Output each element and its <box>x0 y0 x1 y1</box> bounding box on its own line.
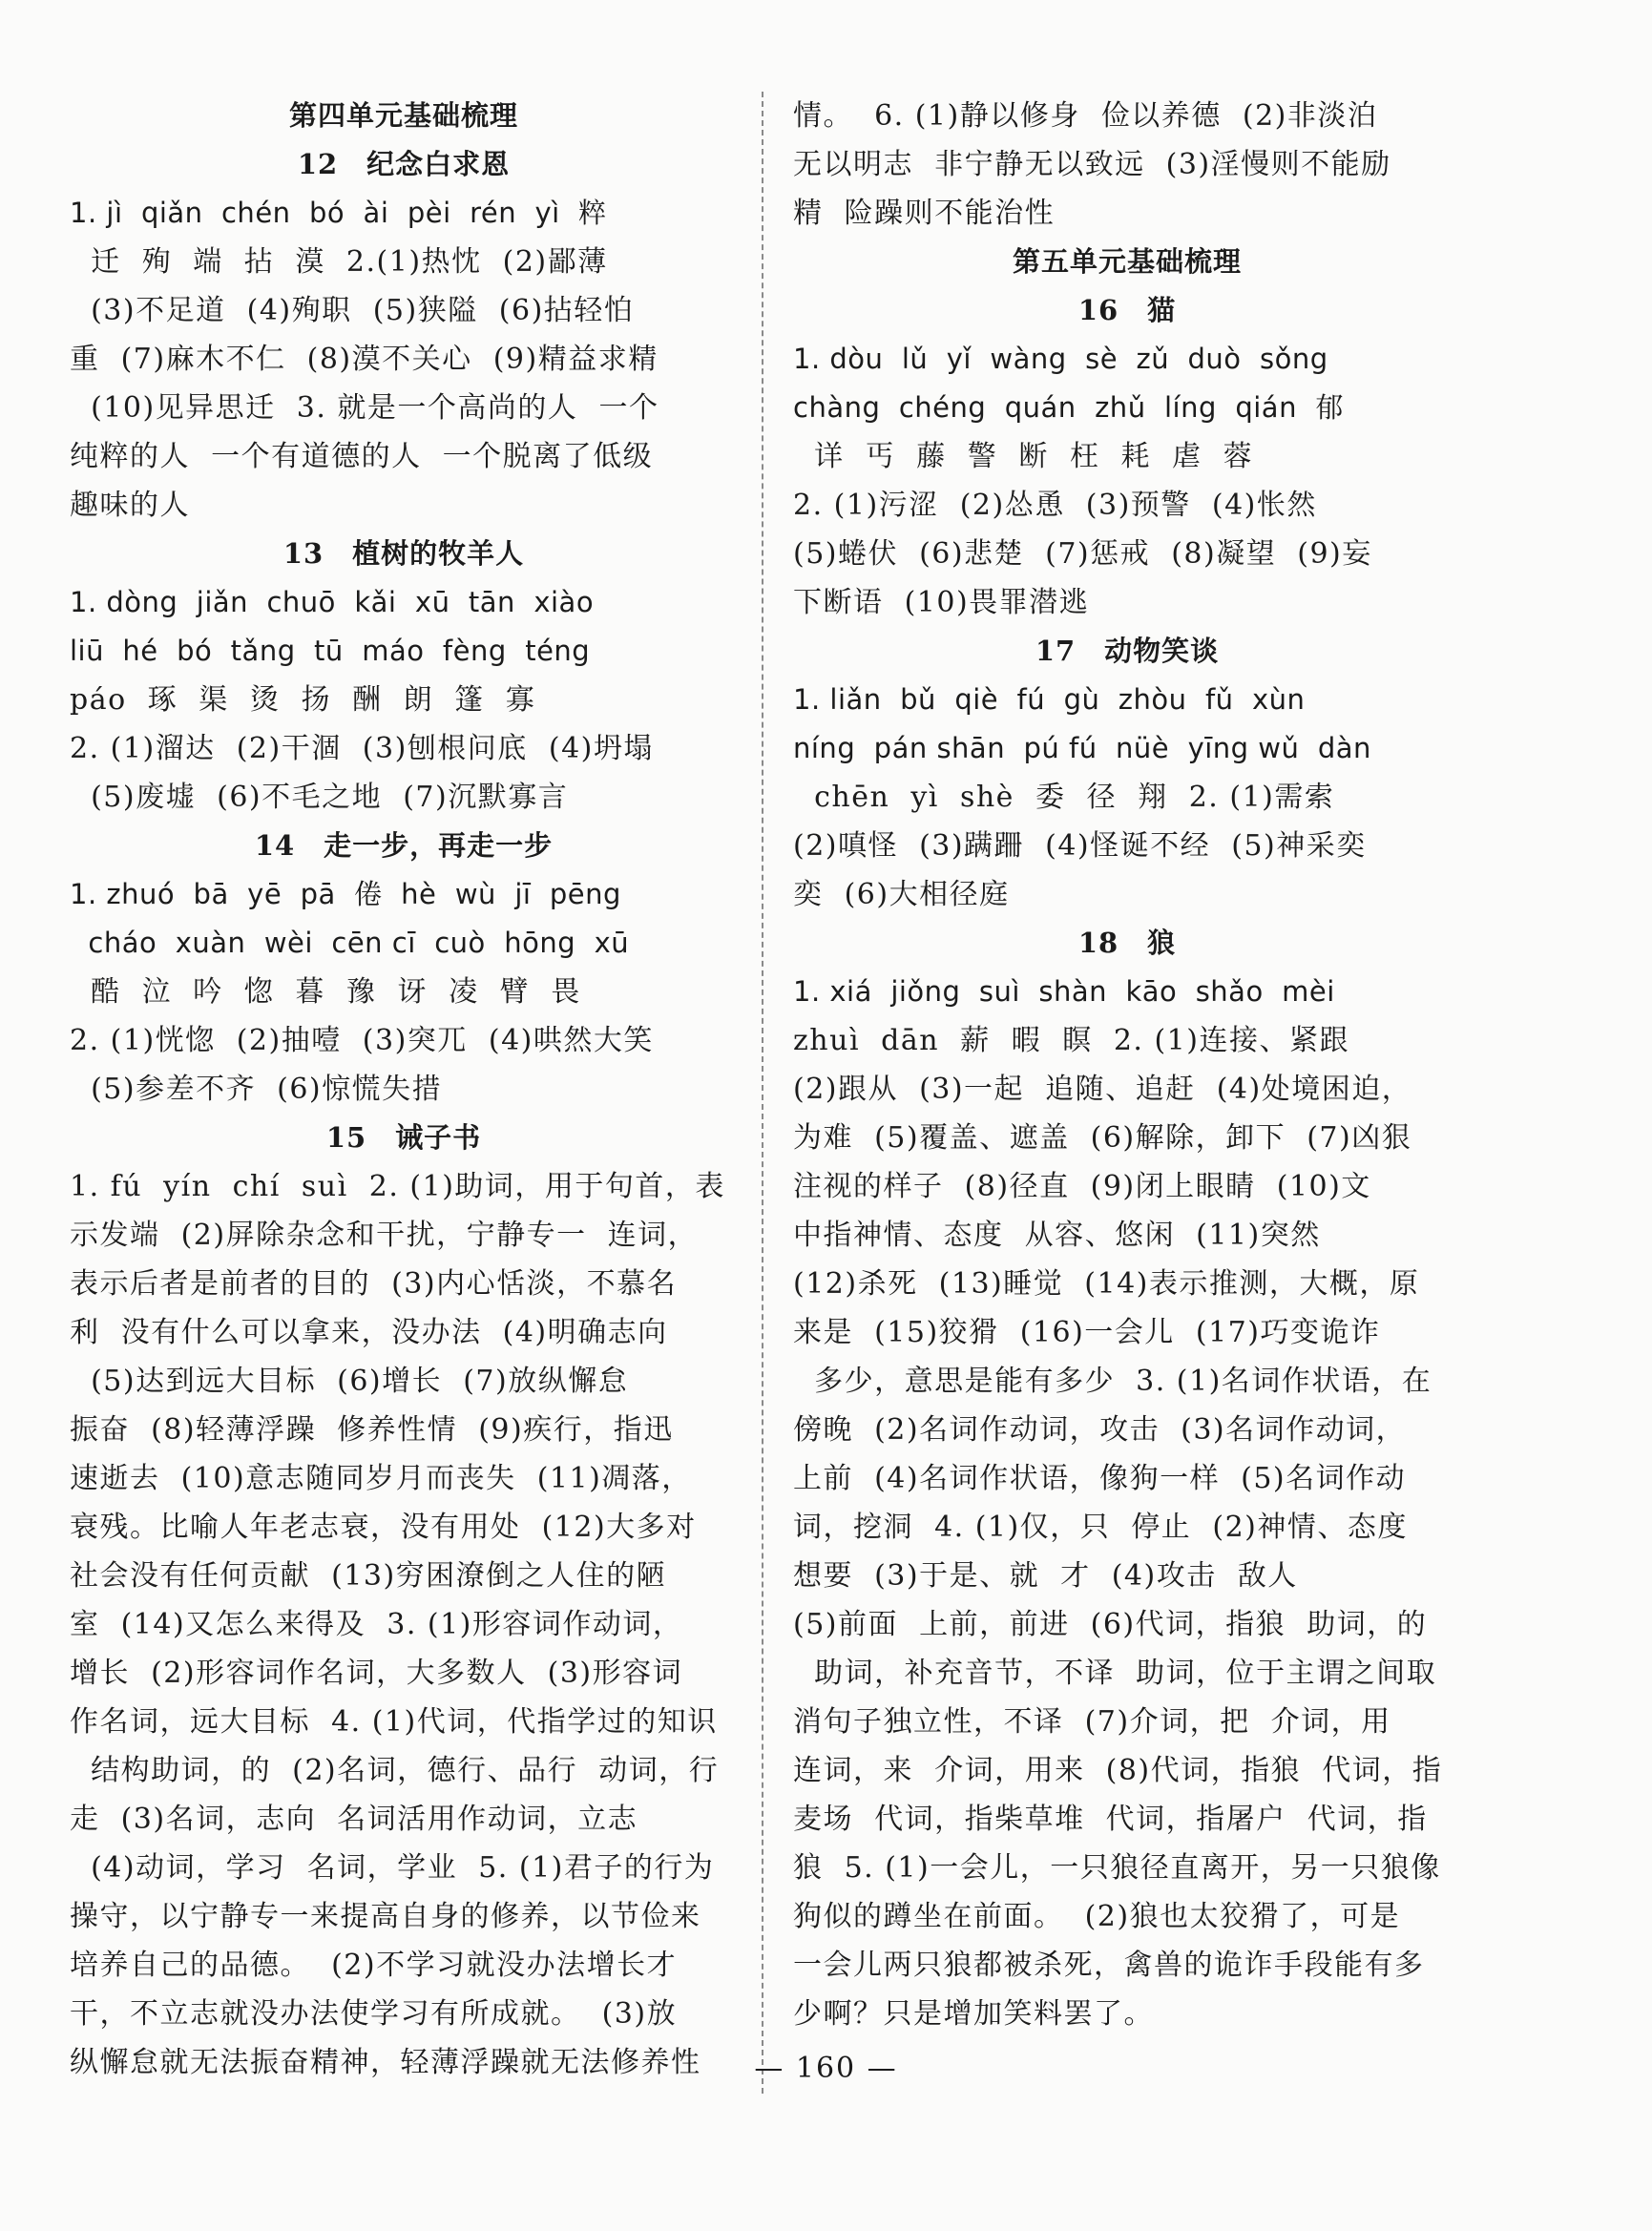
answer-line: 1. dòng jiǎn chuō kǎi xū tān xiào <box>70 586 595 618</box>
answer-line: (4)动词，学习 名词，学业 5. (1)君子的行为 <box>70 1851 715 1885</box>
answer-line: (3)不足道 (4)殉职 (5)狭隘 (6)拈轻怕 <box>70 294 635 327</box>
answer-line: 趣味的人 <box>70 489 190 522</box>
answer-line: 走 (3)名词，志向 名词活用作动词，立志 <box>70 1803 638 1836</box>
answer-column-left <box>70 92 738 2087</box>
answer-line: 1. fú yín chí suì 2. (1)助词，用于句首，表 <box>70 1170 725 1203</box>
lesson-title: 12 纪念白求恩 <box>297 148 511 180</box>
answer-line: 利 没有什么可以拿来，没办法 (4)明确志向 <box>70 1316 668 1349</box>
answer-line: (5)废墟 (6)不毛之地 (7)沉默寡言 <box>70 781 569 814</box>
answer-line: 少啊？只是增加笑料罢了。 <box>793 1997 1154 2031</box>
answer-line: 2. (1)溜达 (2)干涸 (3)刨根问底 (4)坍塌 <box>70 732 654 765</box>
answer-line: 衰残。比喻人年老志衰，没有用处 (12)大多对 <box>70 1511 697 1544</box>
answer-line: 下断语 (10)畏罪潜逃 <box>793 586 1090 619</box>
answer-line: 狗似的蹲坐在前面。 (2)狼也太狡猾了，可是 <box>793 1900 1401 1933</box>
answer-line: zhuì dān 薪 暇 瞑 2. (1)连接、紧跟 <box>793 1024 1349 1057</box>
answer-line: (5)前面 上前，前进 (6)代词，指狼 助词，的 <box>793 1608 1428 1641</box>
lesson-title: 15 诫子书 <box>325 1121 482 1154</box>
answer-line: 重 (7)麻木不仁 (8)漠不关心 (9)精益求精 <box>70 343 659 376</box>
answer-line: (2)嗔怪 (3)蹒跚 (4)怪诞不经 (5)神采奕 <box>793 829 1367 863</box>
answer-line: (2)跟从 (3)一起 追随、追赶 (4)处境困迫， <box>793 1073 1412 1106</box>
answer-line: 词，挖洞 4. (1)仅，只 停止 (2)神情、态度 <box>793 1511 1408 1544</box>
answer-line: 纵懈怠就无法振奋精神，轻薄浮躁就无法修养性 <box>70 2046 701 2079</box>
answer-line: 示发端 (2)屏除杂念和干扰，宁静专一 连词， <box>70 1219 699 1252</box>
answer-line: 纯粹的人 一个有道德的人 一个脱离了低级 <box>70 440 654 473</box>
answer-line: 精 险躁则不能治性 <box>793 197 1056 230</box>
answer-line: 奕 (6)大相径庭 <box>793 878 1010 911</box>
lesson-title: 17 动物笑谈 <box>1035 635 1220 667</box>
answer-line: liū hé bó tǎng tū máo fèng téng <box>70 635 591 667</box>
answer-line: 来是 (15)狡猾 (16)一会儿 (17)巧变诡诈 <box>793 1316 1381 1349</box>
answer-line: 无以明志 非宁静无以致远 (3)淫慢则不能励 <box>793 148 1391 181</box>
lesson-title: 18 狼 <box>1077 927 1177 959</box>
answer-line: chàng chéng quán zhǔ líng qián 郁 <box>793 391 1344 424</box>
answer-line: 详 丐 藤 警 断 枉 耗 虐 蓉 <box>793 440 1254 473</box>
answer-line: 傍晚 (2)名词作动词，攻击 (3)名词作动词， <box>793 1413 1407 1447</box>
answer-line: 多少，意思是能有多少 3. (1)名词作状语，在 <box>793 1365 1432 1398</box>
answer-line: chēn yì shè 委 径 翔 2. (1)需索 <box>793 781 1335 814</box>
answer-line: 培养自己的品德。 (2)不学习就没办法增长才 <box>70 1949 678 1982</box>
answer-line: 2. (1)污涩 (2)怂恿 (3)预警 (4)怅然 <box>793 489 1317 522</box>
answer-line: 连词，来 介词，用来 (8)代词，指狼 代词，指 <box>793 1754 1443 1787</box>
unit-heading: 第四单元基础梳理 <box>288 99 518 132</box>
answer-line: 1. zhuó bā yē pā 倦 hè wù jī pēng <box>70 878 621 910</box>
answer-line: 一会儿两只狼都被杀死，禽兽的诡诈手段能有多 <box>793 1949 1425 1982</box>
answer-line: (5)蜷伏 (6)悲楚 (7)惩戒 (8)凝望 (9)妄 <box>793 537 1372 571</box>
answer-line: 作名词，远大目标 4. (1)代词，代指学过的知识 <box>70 1705 718 1739</box>
answer-line: 上前 (4)名词作状语，像狗一样 (5)名词作动 <box>793 1462 1407 1495</box>
answer-line: 结构助词，的 (2)名词，德行、品行 动词，行 <box>70 1754 720 1787</box>
answer-line: 迁 殉 端 拈 漠 2.(1)热忱 (2)鄙薄 <box>70 245 608 279</box>
column-divider <box>762 92 763 2094</box>
answer-line: 消句子独立性，不译 (7)介词，把 介词，用 <box>793 1705 1391 1739</box>
answer-line: 情。 6. (1)静以修身 俭以养德 (2)非淡泊 <box>793 99 1378 133</box>
page-number: — 160 — <box>754 2052 898 2085</box>
answer-line: 为难 (5)覆盖、遮盖 (6)解除，卸下 (7)凶狠 <box>793 1121 1412 1155</box>
answer-line: níng pán shān pú fú nüè yīng wǔ dàn <box>793 732 1371 764</box>
answer-line: 1. dòu lǔ yǐ wàng sè zǔ duò sǒng <box>793 343 1328 375</box>
answer-line: páo 琢 渠 烫 扬 酬 朗 篷 寡 <box>70 683 536 717</box>
answer-line: 1. liǎn bǔ qiè fú gù zhòu fǔ xùn <box>793 683 1306 716</box>
answer-line: 2. (1)恍惚 (2)抽噎 (3)突兀 (4)哄然大笑 <box>70 1024 654 1057</box>
answer-line: 狼 5. (1)一会儿，一只狼径直离开，另一只狼像 <box>793 1851 1441 1885</box>
answer-line: 注视的样子 (8)径直 (9)闭上眼睛 (10)文 <box>793 1170 1371 1203</box>
answer-line: 增长 (2)形容词作名词，大多数人 (3)形容词 <box>70 1657 683 1690</box>
unit-heading: 第五单元基础梳理 <box>1012 245 1242 278</box>
answer-line: 干，不立志就没办法使学习有所成就。 (3)放 <box>70 1997 678 2031</box>
lesson-title: 16 猫 <box>1077 294 1177 326</box>
answer-line: 助词，补充音节，不译 助词，位于主谓之间取 <box>793 1657 1437 1690</box>
answer-line: (10)见异思迁 3. 就是一个高尚的人 一个 <box>70 391 659 425</box>
answer-line: cháo xuàn wèi cēn cī cuò hōng xū <box>70 927 630 959</box>
answer-line: 室 (14)又怎么来得及 3. (1)形容词作动词， <box>70 1608 683 1641</box>
answer-column-right <box>793 92 1461 2038</box>
answer-line: 想要 (3)于是、就 才 (4)攻击 敌人 <box>793 1559 1298 1593</box>
answer-line: (5)参差不齐 (6)惊慌失措 <box>70 1073 443 1106</box>
answer-line: 表示后者是前者的目的 (3)内心恬淡，不慕名 <box>70 1267 678 1301</box>
answer-line: (12)杀死 (13)睡觉 (14)表示推测，大概，原 <box>793 1267 1420 1301</box>
answer-line: 麦场 代词，指柴草堆 代词，指屠户 代词，指 <box>793 1803 1428 1836</box>
answer-line: 1. xiá jiǒng suì shàn kāo shǎo mèi <box>793 975 1335 1008</box>
answer-line: 社会没有任何贡献 (13)穷困潦倒之人住的陋 <box>70 1559 667 1593</box>
answer-line: 酷 泣 吟 惚 暮 豫 讶 凌 臂 畏 <box>70 975 581 1009</box>
answer-line: 振奋 (8)轻薄浮躁 修养性情 (9)疾行，指迅 <box>70 1413 674 1447</box>
lesson-title: 14 走一步，再走一步 <box>254 829 554 862</box>
answer-line: 1. jì qiǎn chén bó ài pèi rén yì 粹 <box>70 197 607 229</box>
lesson-title: 13 植树的牧羊人 <box>282 537 525 570</box>
answer-line: 操守，以宁静专一来提高自身的修养，以节俭来 <box>70 1900 701 1933</box>
answer-line: 中指神情、态度 从容、悠闲 (11)突然 <box>793 1219 1321 1252</box>
answer-line: 速逝去 (10)意志随同岁月而丧失 (11)凋落， <box>70 1462 692 1495</box>
answer-line: (5)达到远大目标 (6)增长 (7)放纵懈怠 <box>70 1365 629 1398</box>
